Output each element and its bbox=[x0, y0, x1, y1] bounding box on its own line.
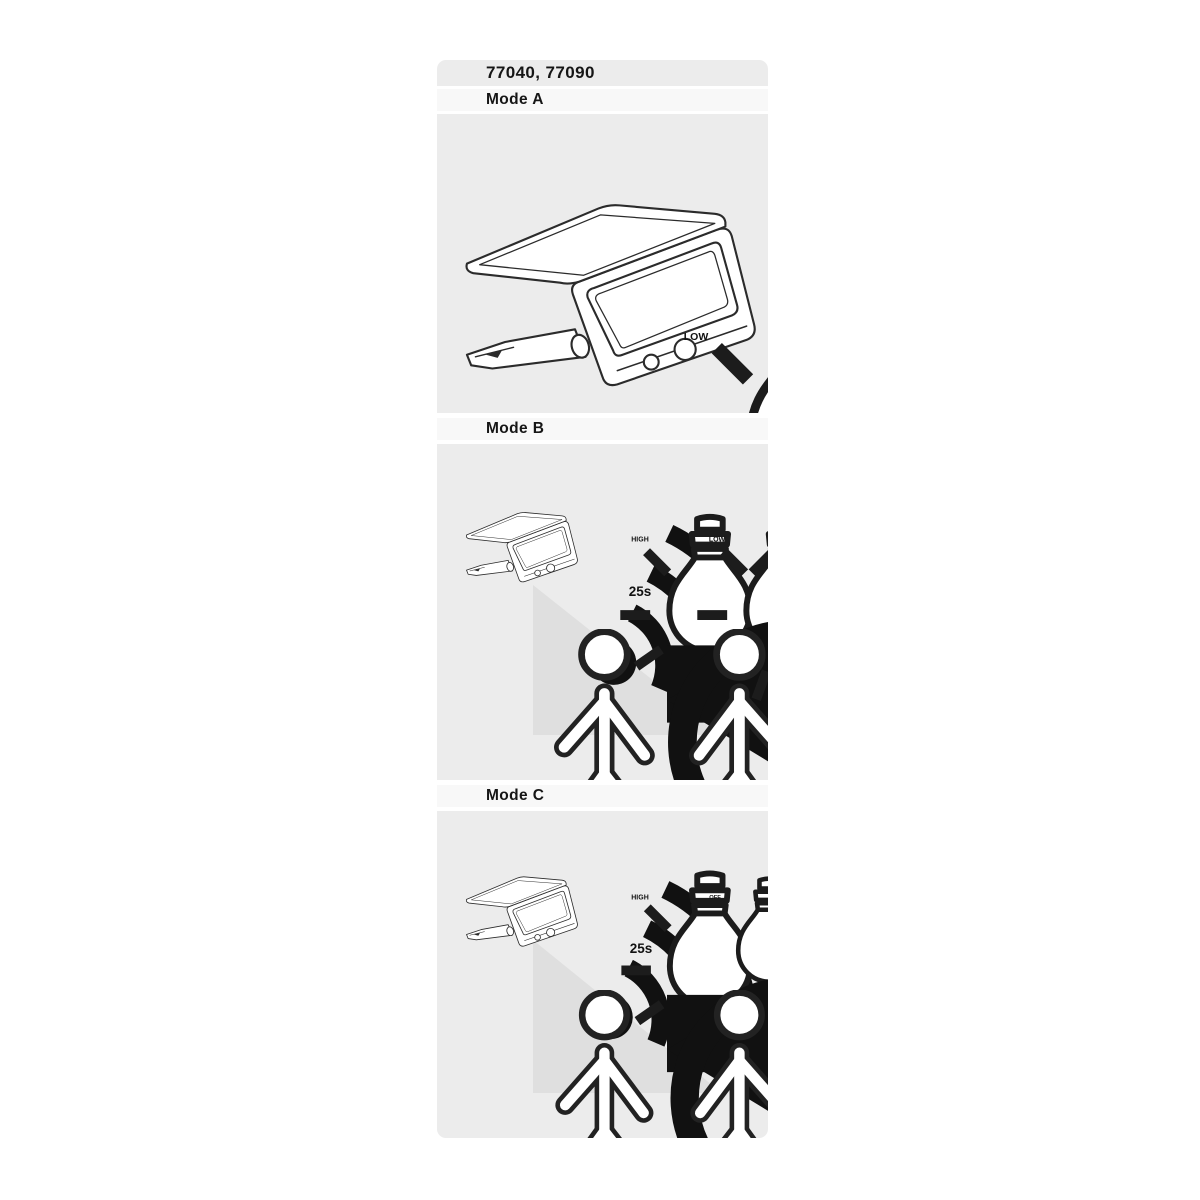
mode-b-diagram bbox=[437, 444, 768, 780]
mode-c-diagram bbox=[437, 811, 768, 1138]
mode-a-section bbox=[437, 114, 768, 413]
off-bulb-icon bbox=[738, 879, 768, 982]
timer-duration: 25s bbox=[628, 584, 652, 599]
mode-c-label: Mode C bbox=[486, 787, 545, 804]
mode-a-label: Mode A bbox=[486, 91, 544, 108]
instruction-strip bbox=[437, 60, 768, 1138]
bulb-state-label: HIGH bbox=[631, 894, 649, 902]
mode-c-section bbox=[437, 811, 768, 1138]
mode-a-band bbox=[437, 89, 768, 111]
mode-b-section bbox=[437, 444, 768, 780]
bulb-state-label: OFF bbox=[709, 895, 721, 901]
mode-a-diagram bbox=[437, 114, 768, 413]
bulb-state-label: LOW bbox=[683, 331, 709, 343]
mode-b-label: Mode B bbox=[486, 420, 545, 437]
mode-b-band bbox=[437, 418, 768, 440]
model-header bbox=[437, 60, 768, 86]
solar-wall-light-icon bbox=[467, 205, 755, 385]
solar-wall-light-icon bbox=[466, 513, 577, 582]
solar-wall-light-icon bbox=[466, 877, 577, 946]
mode-c-band bbox=[437, 785, 768, 807]
model-numbers: 77040, 77090 bbox=[486, 63, 595, 82]
low-bulb-icon bbox=[751, 297, 768, 413]
timer-duration: 25s bbox=[629, 941, 653, 956]
bulb-state-label: LOW bbox=[708, 536, 726, 544]
bulb-state-label: HIGH bbox=[631, 536, 649, 544]
